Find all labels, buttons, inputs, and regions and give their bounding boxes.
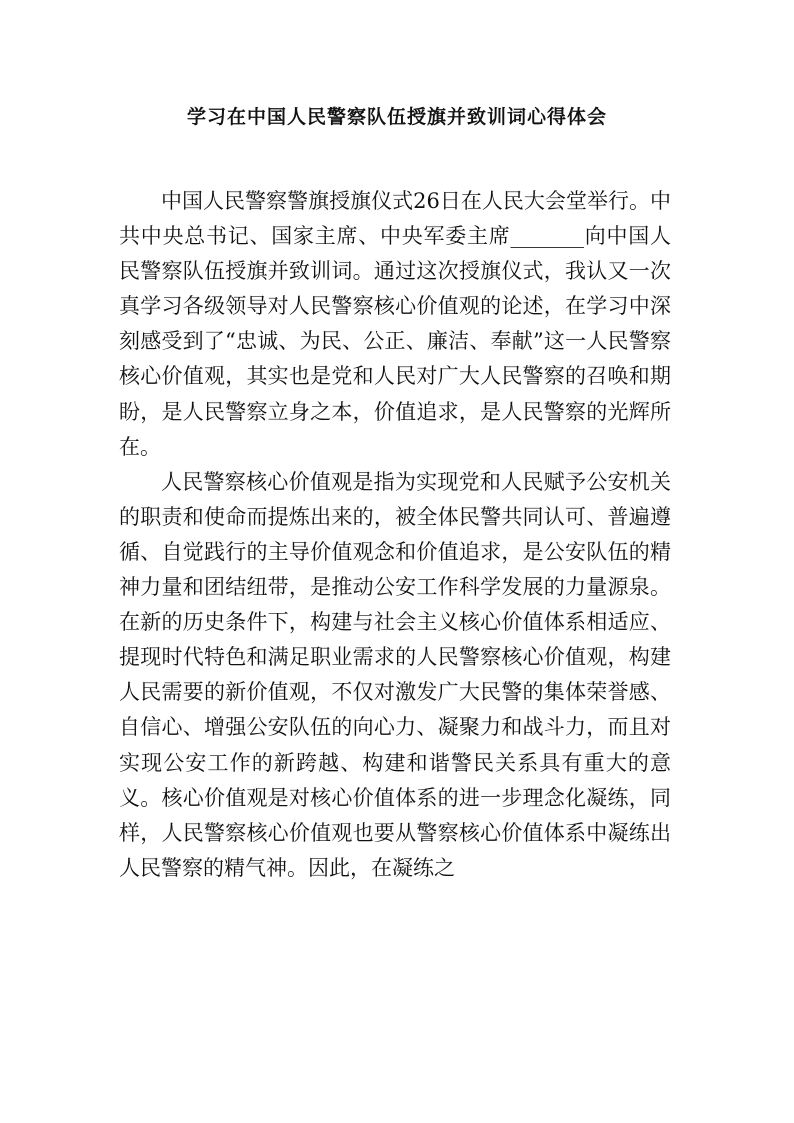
paragraph: 中国人民警察警旗授旗仪式26日在人民大会堂举行。中共中央总书记、国家主席、中央军委主席_______向中国人民警察队伍授旗并致训词。通过这次授旗仪式，我认又一次真学习各级领导对人民警察核心价值观的论述，在学习中深刻感受到了“忠诚、为民、公正、廉洁、奉献”这一人民警察核心价值观，其实也是党和人民对广大人民警察的召唤和期盼，是人民警察立身之本，价值追求，是人民警察的光辉所在。: [119, 189, 671, 459]
paragraph: 人民警察核心价值观是指为实现党和人民赋予公安机关的职责和使命而提炼出来的，被全体民警共同认可、普遍遵循、自觉践行的主导价值观念和价值追求，是公安队伍的精神力量和团结纽带，是推动公安工作科学发展的力量源泉。在新的历史条件下，构建与社会主义核心价值体系相适应、提现时代特色和满足职业需求的人民警察核心价值观，构建人民需要的新价值观，不仅对激发广大民警的集体荣誉感、自信心、增强公安队伍的向心力、凝聚力和战斗力，而且对实现公安工作的新跨越、构建和谐警民关系具有重大的意义。核心价值观是对核心价值体系的进一步理念化凝练，同样，人民警察核心价值观也要从警察核心价值体系中凝练出人民警察的精气神。因此，在凝练之: [119, 469, 671, 880]
document-body: [119, 184, 671, 886]
document-title: 学习在中国人民警察队伍授旗并致训词心得体会: [186, 106, 607, 128]
